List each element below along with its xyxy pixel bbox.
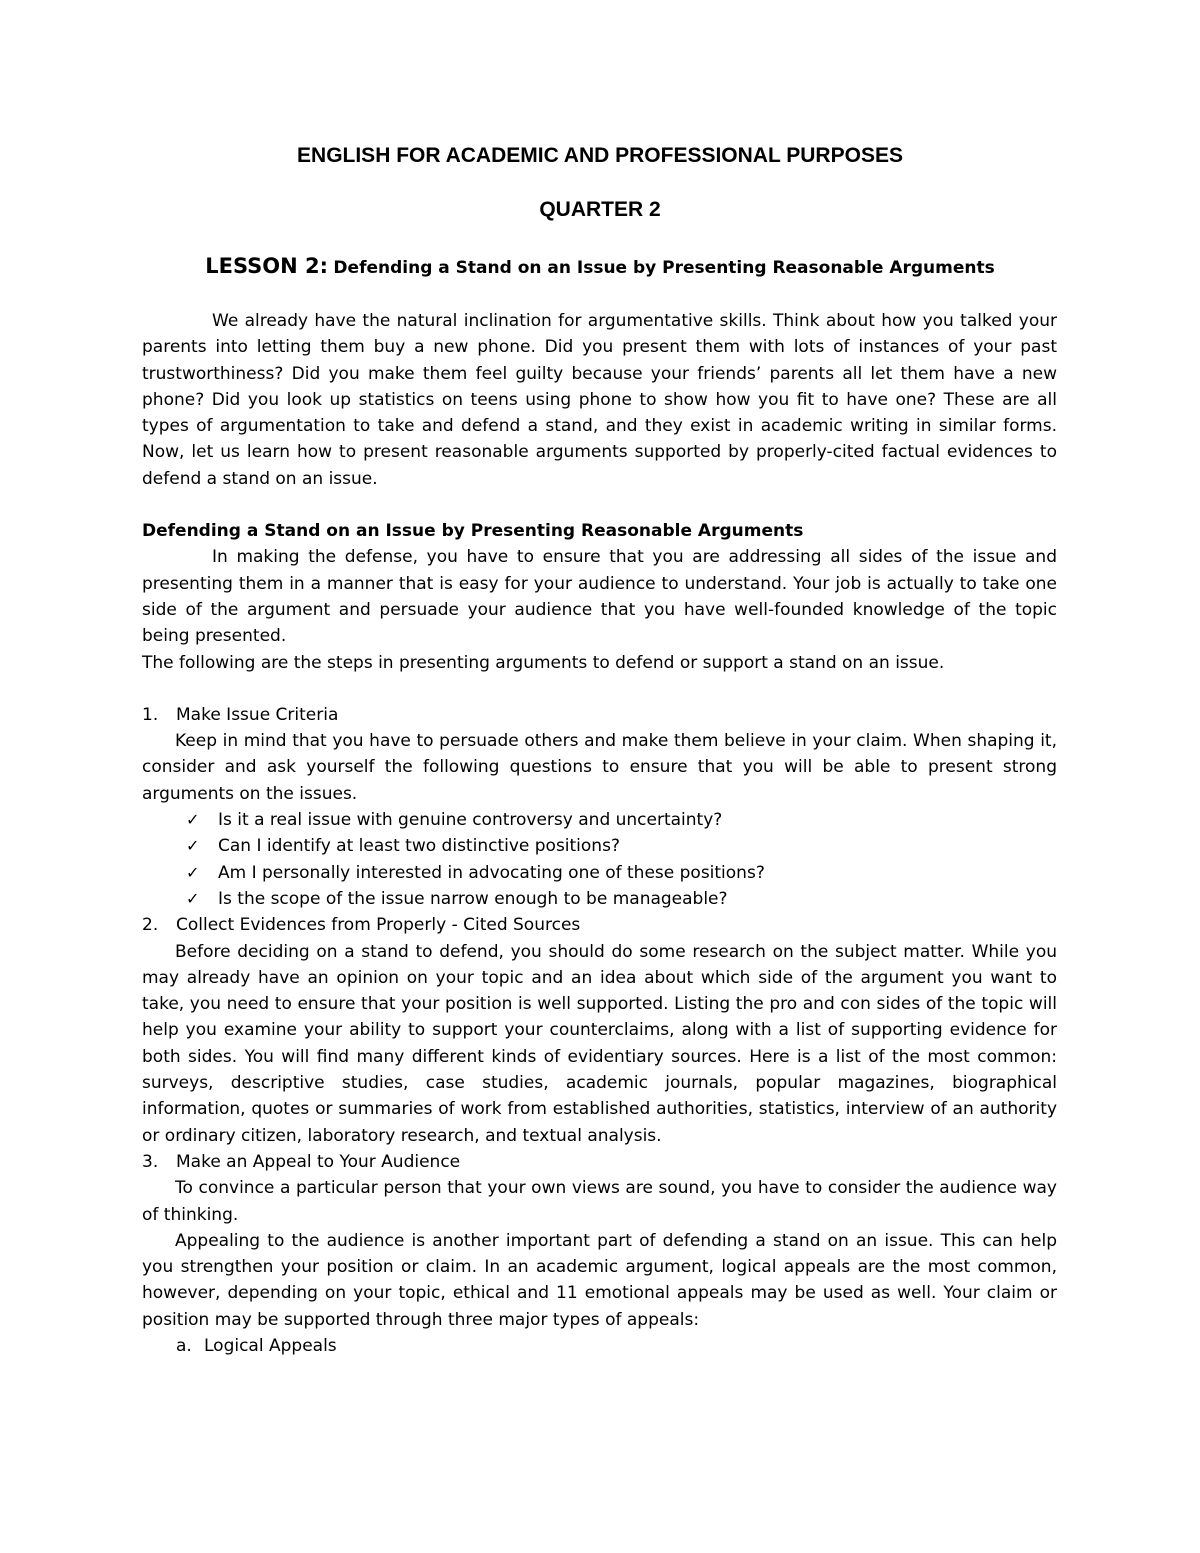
checklist-text: Am I personally interested in advocating one of these positions? [218, 862, 765, 883]
step-1-text: Keep in mind that you have to persuade others and make them believe in your claim. When shaping it, consider and ask yourself the following questions to ensure that you will be able to present strong arguments on the issues. [142, 731, 1057, 804]
step-number: 3. [142, 1151, 159, 1172]
step-3 [142, 1149, 1057, 1175]
step-title: Collect Evidences from Properly - Cited Sources [176, 915, 581, 936]
check-icon: ✓ [186, 836, 200, 856]
quarter-title: QUARTER 2 [539, 198, 661, 221]
sub-item-label: a. [176, 1335, 192, 1356]
checklist-item [142, 860, 1057, 886]
steps-intro: The following are the steps in presenting arguments to defend or support a stand on an issue. [142, 652, 945, 673]
step-1 [142, 702, 1057, 728]
checklist-text: Is it a real issue with genuine controversy and uncertainty? [218, 810, 723, 831]
step-title: Make Issue Criteria [176, 704, 339, 725]
course-title: ENGLISH FOR ACADEMIC AND PROFESSIONAL PURPOSES [297, 144, 903, 167]
step-title: Make an Appeal to Your Audience [176, 1151, 461, 1172]
checklist-item [142, 833, 1057, 859]
checklist-text: Is the scope of the issue narrow enough to be manageable? [218, 888, 728, 909]
lesson-label: LESSON 2: [205, 254, 329, 278]
check-icon: ✓ [186, 810, 200, 830]
step-2 [142, 912, 1057, 938]
step-3-text: To convince a particular person that your own views are sound, you have to consider the audience way of thinking. [142, 1178, 1057, 1225]
lesson-heading [0, 254, 1200, 278]
checklist-text: Can I identify at least two distinctive positions? [218, 836, 620, 857]
step-3-text-2: Appealing to the audience is another important part of defending a stand on an issue. This can help you strengthen your position or claim. In an academic argument, logical appeals are the most common, however, depending on your topic, ethical and 11 emotional appeals may be used as well. Your claim or position may be supported through three major types of appeals: [142, 1230, 1057, 1330]
section-paragraph: In making the defense, you have to ensure that you are addressing all sides of the issue and presenting them in a manner that is easy for your audience to understand. Your job is actually to take one side of the argument and persuade your audience that you have well-founded knowledge of the topic being presented. [142, 547, 1057, 647]
step-number: 1. [142, 704, 159, 725]
step-number: 2. [142, 915, 159, 936]
step-2-text: Before deciding on a stand to defend, you should do some research on the subject matter. While you may already have an opinion on your topic and an idea about which side of the argument you want to take, you need to ensure that your position is well supported. Listing the pro and con sides of the topic will help you examine your ability to support your counterclaims, along with a list of supporting evidence for both sides. You will find many different kinds of evidentiary sources. Here is a list of the most common: surveys, descriptive studies, case studies, academic journals, popular magazines, biographical information, quotes or summaries of work from established authorities, statistics, interview of an authority or ordinary citizen, laboratory research, and textual analysis. [142, 941, 1057, 1146]
lesson-title: Defending a Stand on an Issue by Presenting Reasonable Arguments [333, 258, 995, 278]
intro-paragraph: We already have the natural inclination for argumentative skills. Think about how you talked your parents into letting them buy a new phone. Did you present them with lots of instances of your past trustworthiness? Did you make them feel guilty because your friends’ parents all let them have a new phone? Did you look up statistics on teens using phone to show how you fit to have one? These are all types of argumentation to take and defend a stand, and they exist in academic writing in similar forms. Now, let us learn how to present reasonable arguments supported by properly-cited factual evidences to defend a stand on an issue. [142, 311, 1057, 489]
check-icon: ✓ [186, 862, 200, 882]
checklist-item [142, 807, 1057, 833]
checklist-item [142, 886, 1057, 912]
sub-item [142, 1333, 1057, 1359]
sub-item-text: Logical Appeals [204, 1335, 337, 1356]
section-heading: Defending a Stand on an Issue by Presenting Reasonable Arguments [142, 521, 804, 542]
check-icon: ✓ [186, 888, 200, 908]
document-body [142, 308, 1057, 1359]
